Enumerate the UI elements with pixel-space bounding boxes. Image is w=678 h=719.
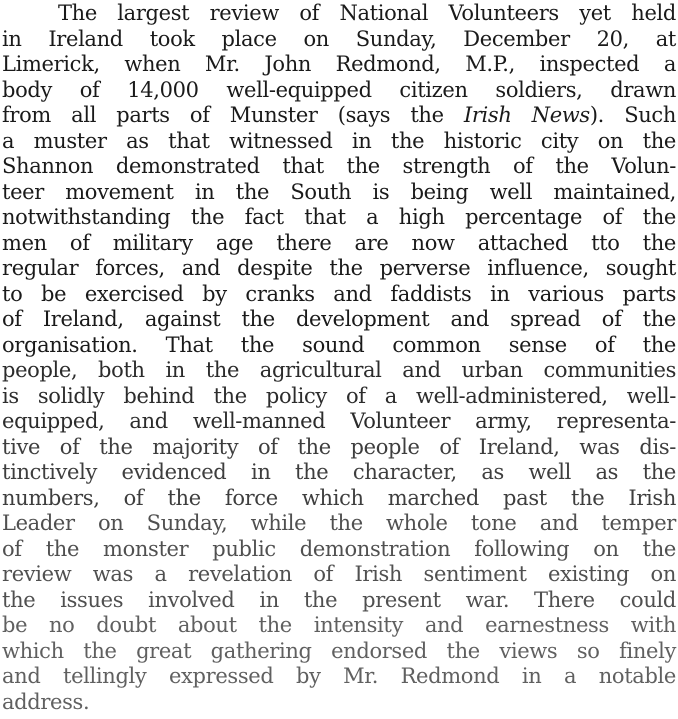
- text-line-28: address.: [2, 689, 90, 714]
- text-line-26: which the great gathering endorsed the views so finely: [2, 638, 676, 663]
- text-line-4: body of 14,000 well-equipped citizen soldiers, drawn: [2, 77, 676, 102]
- text-line-2: in Ireland took place on Sunday, December 20, at: [2, 26, 676, 51]
- text-line-17: equipped, and well-manned Volunteer army, representa-: [2, 409, 676, 433]
- text-line-27: and tellingly expressed by Mr. Redmond in a notable: [2, 664, 676, 688]
- text-line-16: is solidly behind the policy of a well-administered, well-: [2, 383, 676, 408]
- text-line-10: men of military age there are now attached tto the: [2, 230, 676, 255]
- text-line-7: Shannon demonstrated that the strength of the Volun-: [2, 154, 676, 178]
- text-line-22: of the monster public demonstration following on the: [2, 536, 676, 561]
- text-line-5: from all parts of Munster (says the Irish News). Such: [2, 103, 676, 127]
- text-line-19: tinctively evidenced in the character, as well as the: [2, 460, 676, 484]
- text-line-6: a muster as that witnessed in the historic city on the: [2, 128, 676, 153]
- text-line-8: teer movement in the South is being well maintained,: [2, 179, 676, 204]
- text-line-15: people, both in the agricultural and urban communities: [2, 358, 676, 382]
- text-line-3: Limerick, when Mr. John Redmond, M.P., inspected a: [2, 52, 676, 76]
- text-line-20: numbers, of the force which marched past the Irish: [2, 485, 676, 510]
- text-line-9: notwithstanding the fact that a high percentage of the: [2, 205, 676, 229]
- text-line-18: tive of the majority of the people of Ireland, was dis-: [2, 434, 676, 459]
- text-line-21: Leader on Sunday, while the whole tone and temper: [2, 511, 676, 535]
- text-line-24: the issues involved in the present war. There could: [2, 587, 676, 612]
- text-line-25: be no doubt about the intensity and earnestness with: [2, 613, 676, 637]
- text-line-14: organisation. That the sound common sense of the: [2, 332, 676, 357]
- text-line-11: regular forces, and despite the perverse influence, sought: [2, 256, 676, 280]
- text-line-23: review was a revelation of Irish sentiment existing on: [2, 562, 676, 586]
- text-line-1: The largest review of National Volunteers yet held: [58, 1, 676, 25]
- text-line-12: to be exercised by cranks and faddists in various parts: [2, 281, 676, 306]
- text-line-13: of Ireland, against the development and spread of the: [2, 307, 676, 331]
- newspaper-title: Irish News: [463, 103, 590, 127]
